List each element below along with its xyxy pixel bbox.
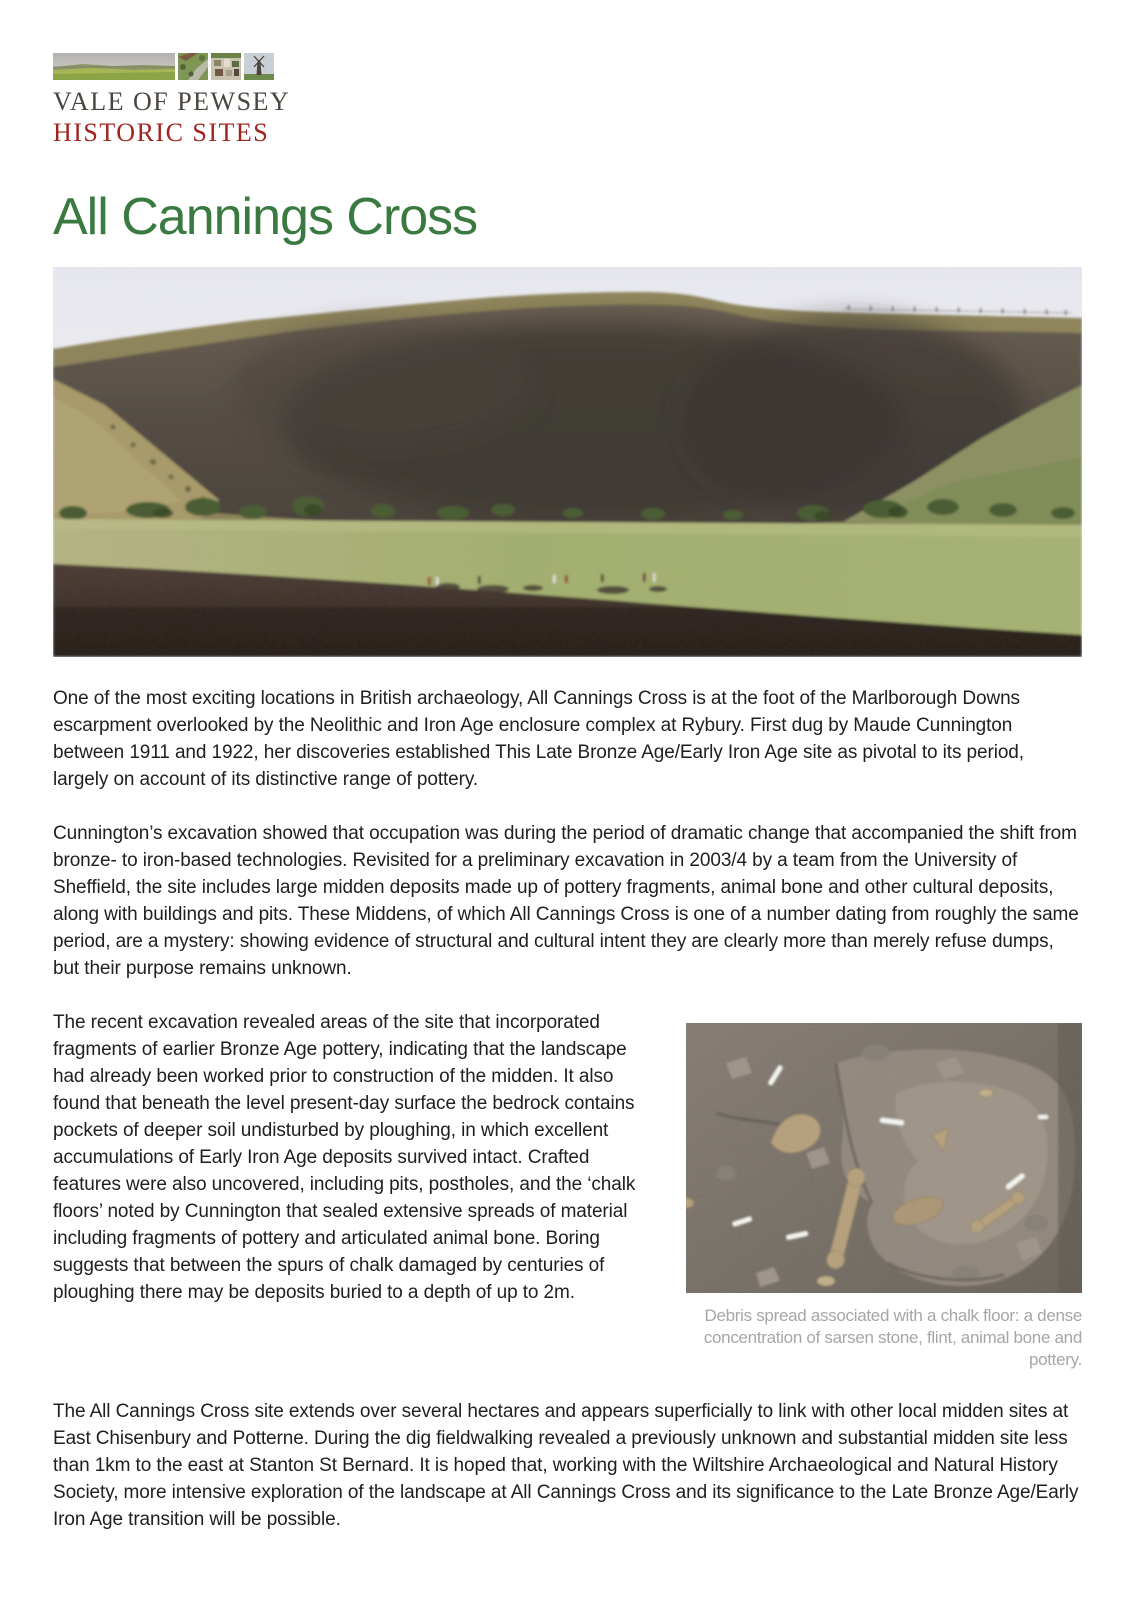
figure-debris — [686, 1023, 1082, 1371]
windmill-photo — [244, 53, 274, 80]
logo-title-line2: HISTORIC SITES — [53, 118, 270, 147]
vale-landscape-photo — [53, 53, 175, 80]
paragraph-1: One of the most exciting locations in British archaeology, All Cannings Cross is at the foot of the Marlborough Downs escarpment overlooked by the Neolithic and Iron Age enclosure complex at Rybury. First dug by Maude Cunnington between 1911 and 1922, her discoveries established This Late Bronze Age/Early Iron Age site as pivotal to its period, largely on account of its distinctive range of pottery. — [53, 688, 1024, 790]
logo-title-line1: VALE OF PEWSEY — [53, 87, 291, 116]
heritage-display-photo — [211, 53, 241, 80]
page-title: All Cannings Cross — [53, 188, 478, 246]
paragraph-4: The All Cannings Cross site extends over several hectares and appears superficially to link with other local midden sites at East Chisenbury and Potterne. During the dig fieldwalking revealed a previously unknown and substantial midden site less than 1km to the east at Stanton St Bernard. It is hoped that, working with the Wiltshire Archaeological and Natural History Society, more intensive exploration of the landscape at All Cannings Cross and its significance to the Late Bronze Age/Early Iron Age transition will be possible. — [53, 1401, 1079, 1530]
excavation-debris-photo-graphic — [686, 1023, 1082, 1293]
paragraph-2: Cunnington’s excavation showed that occupation was during the period of dramatic change that accompanied the shift from bronze- to iron-based technologies. Revisited for a preliminary excavation in 2003/4 by a team from the University of Sheffield, the site includes large midden deposits made up of pottery fragments, animal bone and other cultural deposits, along with buildings and pits. These Middens, of which All Cannings Cross is one of a number dating from roughly the same period, are a mystery: showing evidence of structural and cultural intent they are clearly more than merely refuse dumps, but their purpose remains unknown. — [53, 823, 1079, 979]
hero-photo — [53, 267, 1082, 657]
logo — [53, 53, 1082, 148]
figure-caption: Debris spread associated with a chalk floor: a dense concentration of sarsen stone, flint, animal bone and pottery. — [703, 1306, 1082, 1369]
text-and-figure-row — [53, 1009, 1082, 1371]
escarpment-photo-graphic — [53, 267, 1082, 657]
logo-photo-strip — [53, 53, 1082, 80]
village-path-photo — [178, 53, 208, 80]
paragraph-3: The recent excavation revealed areas of the site that incorporated fragments of earlier Bronze Age pottery, indicating that the landscape had already been worked prior to construction of the midden. It also found that beneath the level present-day surface the bedrock contains pockets of deeper soil undisturbed by ploughing, in which excellent accumulations of Early Iron Age deposits survived intact. Crafted features were also uncovered, including pits, postholes, and the ‘chalk floors’ noted by Cunnington that sealed extensive spreads of material including fragments of pottery and articulated animal bone. Boring suggests that between the spurs of chalk damaged by centuries of ploughing there may be deposits buried to a depth of up to 2m. — [53, 1012, 636, 1303]
